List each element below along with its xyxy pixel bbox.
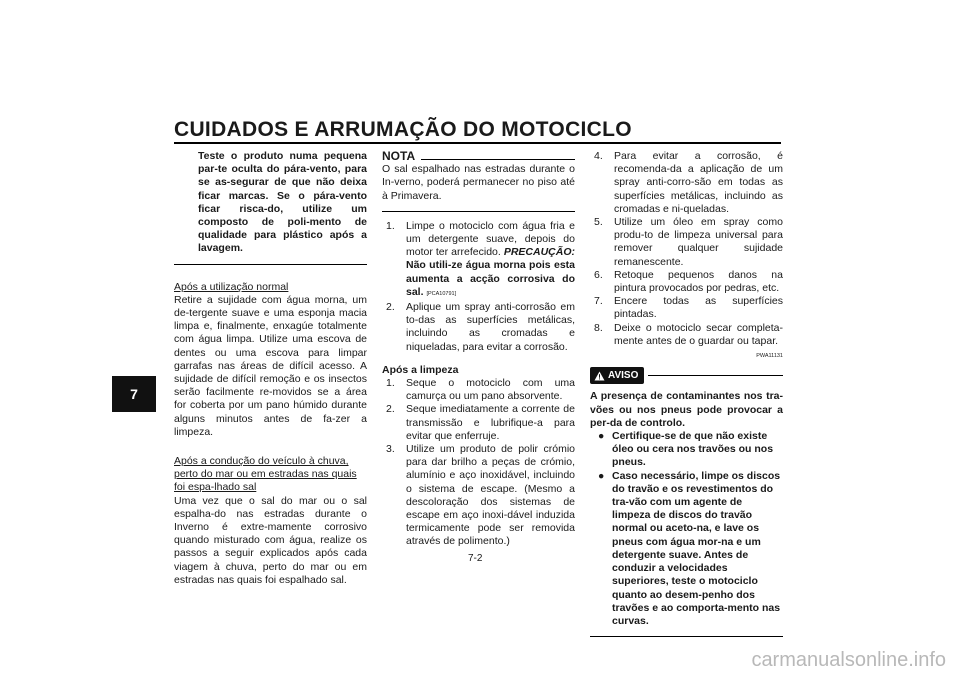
warning-intro: A presença de contaminantes nos tra-vões ou nos pneus pode provocar a per-da de controlo.	[590, 390, 783, 429]
step-text: Utilize um produto de polir crómio para dar brilho a peças de crómio, alumínio e aço inoxidável, incluindo o sistema de escape. (Mesmo a descoloração dos sistemas de escape em aço inoxi-dável induzida termicamente pode ser removida através de polimento.)	[406, 443, 575, 548]
step-text: Para evitar a corrosão, é recomenda-da a aplicação de um spray anti-corro-são em todas as superfícies metálicas, incluindo as cromadas e ni-queladas.	[614, 150, 783, 215]
column-middle	[382, 150, 575, 549]
bullet-icon: ●	[598, 469, 605, 482]
warning-code: PWA11131	[756, 353, 783, 360]
list-item	[382, 220, 575, 301]
step-number: 6.	[594, 268, 603, 281]
bullet-text: Certifique-se de que não existe óleo ou cera nos travões ou nos pneus.	[612, 430, 774, 469]
step-number: 3.	[386, 443, 395, 456]
nota-text: O sal espalhado nas estradas durante o In-verno, poderá permanecer no piso até à Primavera.	[382, 163, 575, 202]
chapter-tab: 7	[112, 376, 156, 412]
column-left	[174, 150, 367, 587]
step-number: 1.	[386, 219, 395, 232]
aviso-header	[590, 367, 783, 384]
step-number: 2.	[386, 301, 395, 314]
nota-label: NOTA	[382, 149, 416, 163]
nota-header	[382, 150, 575, 163]
section-title-rain-sea-salt: Após a condução do veículo à chuva, perto do mar ou em estradas nas quais foi espa-lhado sal	[174, 455, 357, 494]
after-cleaning-steps-continued	[590, 150, 783, 348]
after-cleaning-title: Após a limpeza	[382, 363, 459, 376]
bullet-text: Caso necessário, limpe os discos do travão e os revestimentos do tra-vão com um agente de limpeza de discos do travão normal ou aceto-na, e lave os pneus com água mor-na e um detergente suave. Antes de conduzir a velocidades superiores, teste o motociclo quanto ao desem-penho dos travões e ao comporta-mento nas curvas.	[612, 469, 781, 627]
section-body-rain-sea-salt: Uma vez que o sal do mar ou o sal espalha-do nas estradas durante o Inverno é extre-mamente corrosivo quando misturado com água, realize os passos a seguir explicados após cada viagem à chuva, perto do mar ou em estradas nas quais foi espalhado sal.	[174, 494, 367, 586]
section-body-normal-use: Retire a sujidade com água morna, um de-tergente suave e uma esponja macia limpa e, finalmente, enxagúe totalmente com água limpa. Utilize uma escova de dentes ou uma escova para limpar garrafas nas áreas de difícil acesso. A sujidade de difícil remoção e os insectos serão facilmente re-movidos se a área for coberta por um pano húmido durante alguns minutos antes de fa-zer a limpeza.	[174, 293, 367, 438]
step-number: 5.	[594, 216, 603, 229]
aviso-badge	[590, 367, 644, 384]
warning-triangle-icon	[594, 371, 605, 381]
step-text	[406, 220, 575, 301]
step-number: 7.	[594, 295, 603, 308]
title-rule	[174, 142, 781, 144]
step-text: Retoque pequenos danos na pintura provocados por pedras, etc.	[614, 268, 783, 295]
list-item	[590, 216, 783, 269]
list-item	[382, 377, 575, 403]
step-number: 4.	[594, 150, 603, 162]
warning-bullets	[590, 430, 783, 628]
divider	[382, 211, 575, 212]
list-item	[382, 403, 575, 443]
column-right	[590, 150, 783, 645]
precaucao-label: PRECAUÇÃO:	[503, 246, 575, 259]
list-item	[590, 269, 783, 295]
step-text: Deixe o motociclo secar completa-mente antes de o guardar ou tapar.	[614, 321, 783, 347]
wash-steps	[382, 220, 575, 354]
divider	[174, 264, 367, 265]
list-item	[382, 301, 575, 354]
step-text: Utilize um óleo em spray como produ-to de limpeza universal para remover qualquer sujidade remanescente.	[614, 216, 783, 268]
aviso-label: AVISO	[608, 370, 639, 382]
step-text-plain: Limpe o motociclo com água fria e um detergente suave, depois do motor ter arrefecido.	[406, 219, 575, 259]
list-item	[590, 295, 783, 321]
step-number: 1.	[386, 377, 395, 390]
list-item	[590, 322, 783, 348]
list-item	[382, 443, 575, 549]
divider	[590, 636, 783, 637]
reference-code: [PCA10791]	[426, 290, 457, 297]
section-title-normal-use: Após a utilização normal	[174, 280, 289, 293]
list-item	[598, 430, 783, 470]
step-number: 8.	[594, 321, 603, 334]
watermark: carmanualsonline.info	[751, 649, 946, 671]
page-number: 7-2	[468, 553, 483, 564]
list-item	[598, 470, 783, 628]
aviso-rule	[648, 375, 783, 376]
step-text: Seque o motociclo com uma camurça ou um pano absorvente.	[406, 377, 575, 403]
step-text: Encere todas as superfícies pintadas.	[614, 295, 783, 321]
after-cleaning-steps	[382, 377, 575, 549]
nota-rule	[421, 159, 575, 160]
step-text: Aplique um spray anti-corrosão em to-das as superfícies metálicas, incluindo as cromadas e niqueladas, para evitar a corrosão.	[406, 301, 575, 353]
step-number: 2.	[386, 403, 395, 416]
caution-text: Teste o produto numa pequena par-te oculta do pára-vento, para se as-segurar de que não deixa ficar marcas. Se o pára-vento ficar risca-do, utilize um composto de poli-mento de qualidade para plástico após a lavagem.	[198, 150, 367, 255]
bullet-icon: ●	[598, 430, 605, 443]
list-item	[590, 150, 783, 216]
page-title: CUIDADOS E ARRUMAÇÃO DO MOTOCICLO	[174, 118, 632, 141]
step-text: Seque imediatamente a corrente de transmissão e lubrifique-a para evitar que enferruje.	[406, 403, 575, 442]
precaucao-text: Não utili-ze água morna pois esta aumenta a acção corrosiva do sal.	[406, 259, 575, 298]
